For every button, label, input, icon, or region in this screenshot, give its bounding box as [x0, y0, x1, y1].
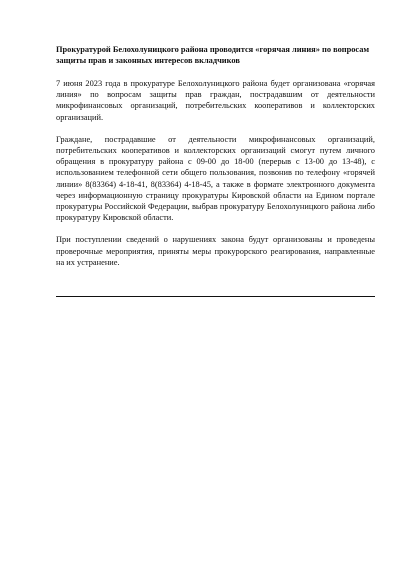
document-body	[56, 44, 375, 279]
paragraph-follow-up: При поступлении сведений о нарушениях закона будут организованы и проведены проверочные мероприятия, приняты меры прокурорского реагирования, направленные на их устранение.	[56, 235, 375, 267]
paragraph-announcement: 7 июня 2023 года в прокуратуре Белохолуницкого района будет организована «горячая линия» по вопросам защиты прав граждан, пострадавшим от деятельности микрофинансовых организаций, потребительских кооперативов и коллекторских организаций.	[56, 79, 375, 122]
paragraph-contact-details: Граждане, пострадавшие от деятельности микрофинансовых организаций, потребительских кооперативов и коллекторских организаций смогут путем личного обращения в прокуратуру района с 09-00 до 18-00 (перерыв с 13-00 до 13-48), с использованием телефонной сети общего пользования, позвонив по телефону «горячей линии» 8(83364) 4-18-41, 8(83364) 4-18-45, а также в формате электронного документа через информационную страницу прокуратуры Кировской области на Едином портале прокуратуры Российской Федерации, выбрав прокуратуру Белохолуницкого района либо прокуратуру Кировской области.	[56, 134, 375, 223]
document-title: Прокуратурой Белохолуницкого района проводится «горячая линия» по вопросам защиты прав и законных интересов вкладчиков	[56, 45, 370, 65]
horizontal-rule	[56, 296, 375, 297]
